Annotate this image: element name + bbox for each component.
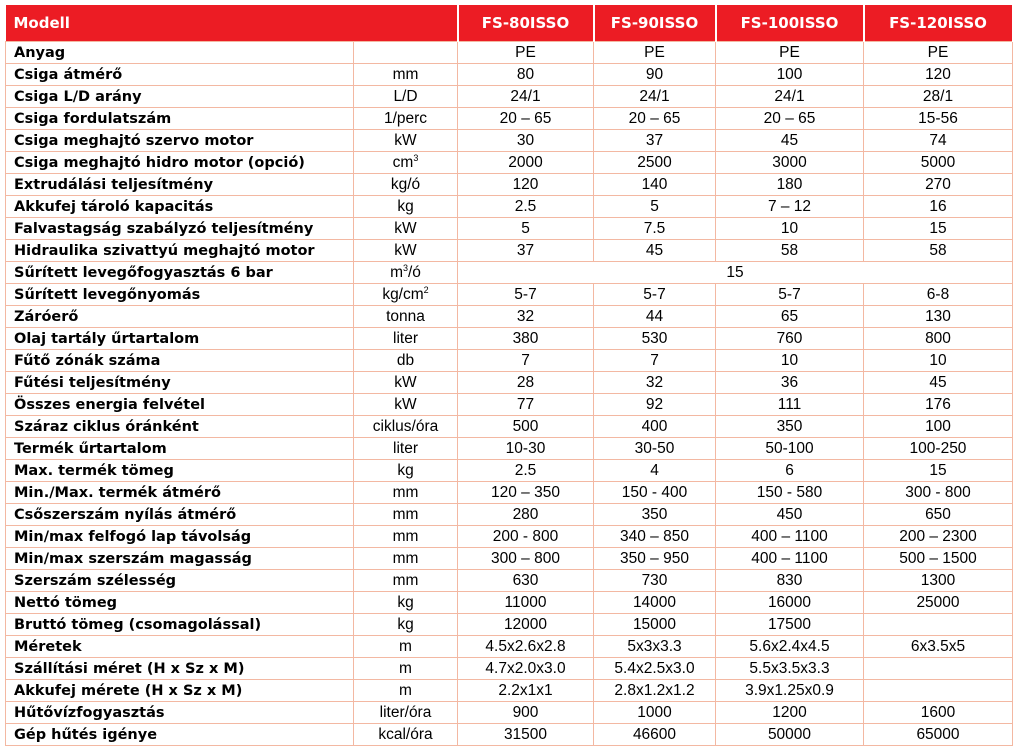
unit-text: mm <box>392 65 419 83</box>
value-cell: 730 <box>594 570 716 592</box>
row-unit <box>354 548 458 570</box>
table-row <box>6 460 1013 482</box>
row-unit <box>354 504 458 526</box>
table-row <box>6 526 1013 548</box>
value-cell: 16000 <box>716 592 864 614</box>
row-label: Méretek <box>6 636 354 658</box>
unit-text: m <box>399 659 412 677</box>
row-unit <box>354 350 458 372</box>
unit-text: mm <box>392 549 419 567</box>
table-row <box>6 702 1013 724</box>
unit-text: mm <box>392 483 419 501</box>
unit-superscript: 3 <box>402 262 408 273</box>
row-unit <box>354 262 458 284</box>
row-unit <box>354 636 458 658</box>
value-cell <box>864 614 1013 636</box>
value-cell: 10-30 <box>458 438 594 460</box>
value-cell: 30 <box>458 130 594 152</box>
value-cell: 20 – 65 <box>716 108 864 130</box>
table-row <box>6 658 1013 680</box>
row-unit <box>354 284 458 306</box>
value-cell: 500 <box>458 416 594 438</box>
row-unit <box>354 658 458 680</box>
value-cell: 65000 <box>864 724 1013 746</box>
value-cell: PE <box>864 42 1013 64</box>
row-label: Akkufej tároló kapacitás <box>6 196 354 218</box>
table-row <box>6 394 1013 416</box>
row-label: Záróerő <box>6 306 354 328</box>
value-cell: 100 <box>864 416 1013 438</box>
unit-text: kg <box>397 593 414 611</box>
value-cell: 12000 <box>458 614 594 636</box>
row-label: Csiga meghajtó szervo motor <box>6 130 354 152</box>
table-row <box>6 438 1013 460</box>
row-unit <box>354 130 458 152</box>
unit-text: liter/óra <box>379 703 432 721</box>
merged-value-cell: 15 <box>458 262 1013 284</box>
unit-text: kW <box>394 219 417 237</box>
table-row <box>6 86 1013 108</box>
value-cell: 10 <box>716 218 864 240</box>
row-unit <box>354 526 458 548</box>
value-cell: 50-100 <box>716 438 864 460</box>
value-cell: 58 <box>864 240 1013 262</box>
table-row <box>6 504 1013 526</box>
row-label: Bruttó tömeg (csomagolással) <box>6 614 354 636</box>
value-cell: 830 <box>716 570 864 592</box>
value-cell: 5-7 <box>716 284 864 306</box>
row-unit <box>354 328 458 350</box>
row-unit <box>354 482 458 504</box>
table-row <box>6 372 1013 394</box>
value-cell: 5.5x3.5x3.3 <box>716 658 864 680</box>
value-cell: 2.5 <box>458 196 594 218</box>
value-cell: 20 – 65 <box>458 108 594 130</box>
value-cell: 5-7 <box>594 284 716 306</box>
unit-text: kW <box>394 131 417 149</box>
value-cell: 400 – 1100 <box>716 548 864 570</box>
value-cell: PE <box>594 42 716 64</box>
value-cell: 58 <box>716 240 864 262</box>
row-unit <box>354 592 458 614</box>
value-cell: 176 <box>864 394 1013 416</box>
row-label: Nettó tömeg <box>6 592 354 614</box>
table-row <box>6 482 1013 504</box>
value-cell: 5.4x2.5x3.0 <box>594 658 716 680</box>
unit-text: m <box>390 263 403 281</box>
unit-text: mm <box>392 527 419 545</box>
row-label: Szállítási méret (H x Sz x M) <box>6 658 354 680</box>
table-row <box>6 262 1013 284</box>
unit-text: liter <box>393 329 418 347</box>
value-cell: 400 <box>594 416 716 438</box>
row-unit <box>354 438 458 460</box>
row-label: Fűtési teljesítmény <box>6 372 354 394</box>
value-cell: 24/1 <box>594 86 716 108</box>
table-row <box>6 174 1013 196</box>
unit-text: mm <box>392 505 419 523</box>
value-cell: 5 <box>594 196 716 218</box>
value-cell: 44 <box>594 306 716 328</box>
row-label: Max. termék tömeg <box>6 460 354 482</box>
value-cell: 7 – 12 <box>716 196 864 218</box>
value-cell: 760 <box>716 328 864 350</box>
unit-text: kg <box>397 197 414 215</box>
value-cell: 2.8x1.2x1.2 <box>594 680 716 702</box>
row-unit <box>354 108 458 130</box>
value-cell: 90 <box>594 64 716 86</box>
value-cell: 25000 <box>864 592 1013 614</box>
header-label: Modell <box>6 5 458 42</box>
value-cell: 65 <box>716 306 864 328</box>
value-cell: 45 <box>864 372 1013 394</box>
row-label: Sűrített levegőnyomás <box>6 284 354 306</box>
value-cell: 15 <box>864 460 1013 482</box>
value-cell: 1000 <box>594 702 716 724</box>
row-label: Min./Max. termék átmérő <box>6 482 354 504</box>
value-cell: 340 – 850 <box>594 526 716 548</box>
value-cell: 7 <box>458 350 594 372</box>
value-cell: 650 <box>864 504 1013 526</box>
value-cell: 1200 <box>716 702 864 724</box>
value-cell: 300 – 800 <box>458 548 594 570</box>
value-cell: 28 <box>458 372 594 394</box>
value-cell: 4.5x2.6x2.8 <box>458 636 594 658</box>
unit-text: mm <box>392 571 419 589</box>
value-cell: 1300 <box>864 570 1013 592</box>
value-cell: 24/1 <box>458 86 594 108</box>
value-cell: 350 – 950 <box>594 548 716 570</box>
value-cell: 24/1 <box>716 86 864 108</box>
row-label: Anyag <box>6 42 354 64</box>
value-cell: 36 <box>716 372 864 394</box>
table-row <box>6 350 1013 372</box>
value-cell: 5x3x3.3 <box>594 636 716 658</box>
value-cell: 150 - 400 <box>594 482 716 504</box>
unit-text: kg <box>397 461 414 479</box>
row-unit <box>354 306 458 328</box>
value-cell: 37 <box>458 240 594 262</box>
unit-text: cm <box>392 153 414 171</box>
row-label: Falvastagság szabályzó teljesítmény <box>6 218 354 240</box>
value-cell: 150 - 580 <box>716 482 864 504</box>
value-cell: 10 <box>716 350 864 372</box>
value-cell: 3000 <box>716 152 864 174</box>
value-cell: 500 – 1500 <box>864 548 1013 570</box>
row-unit <box>354 416 458 438</box>
value-cell: 10 <box>864 350 1013 372</box>
unit-text: liter <box>393 439 418 457</box>
row-unit <box>354 702 458 724</box>
table-row <box>6 416 1013 438</box>
row-unit <box>354 196 458 218</box>
value-cell: 800 <box>864 328 1013 350</box>
row-unit <box>354 680 458 702</box>
value-cell: 77 <box>458 394 594 416</box>
row-unit <box>354 372 458 394</box>
unit-text: 1/perc <box>383 109 428 127</box>
table-row <box>6 636 1013 658</box>
table-row <box>6 240 1013 262</box>
table-row <box>6 548 1013 570</box>
value-cell: 5 <box>458 218 594 240</box>
row-label: Extrudálási teljesítmény <box>6 174 354 196</box>
value-cell: PE <box>458 42 594 64</box>
row-label: Min/max szerszám magasság <box>6 548 354 570</box>
unit-text: kg <box>397 615 414 633</box>
value-cell: PE <box>716 42 864 64</box>
value-cell <box>864 658 1013 680</box>
row-unit <box>354 174 458 196</box>
value-cell: 200 - 800 <box>458 526 594 548</box>
row-unit <box>354 42 458 64</box>
unit-text: kg/cm <box>382 285 424 303</box>
row-label: Fűtő zónák száma <box>6 350 354 372</box>
table-row <box>6 570 1013 592</box>
value-cell: 31500 <box>458 724 594 746</box>
row-label: Termék űrtartalom <box>6 438 354 460</box>
table-row <box>6 130 1013 152</box>
value-cell: 180 <box>716 174 864 196</box>
value-cell: 7 <box>594 350 716 372</box>
unit-text: kW <box>394 373 417 391</box>
row-label: Csőszerszám nyílás átmérő <box>6 504 354 526</box>
value-cell: 6x3.5x5 <box>864 636 1013 658</box>
table-row <box>6 306 1013 328</box>
value-cell: 120 <box>458 174 594 196</box>
row-unit <box>354 394 458 416</box>
value-cell: 100-250 <box>864 438 1013 460</box>
table-row <box>6 64 1013 86</box>
table-row <box>6 284 1013 306</box>
value-cell: 350 <box>716 416 864 438</box>
header-row <box>6 5 1013 42</box>
value-cell: 17500 <box>716 614 864 636</box>
value-cell: 2500 <box>594 152 716 174</box>
unit-superscript: 2 <box>423 284 429 295</box>
value-cell: 900 <box>458 702 594 724</box>
value-cell: 4 <box>594 460 716 482</box>
value-cell: 111 <box>716 394 864 416</box>
value-cell: 45 <box>594 240 716 262</box>
row-unit <box>354 152 458 174</box>
unit-text: kcal/óra <box>378 725 433 743</box>
row-label: Szerszám szélesség <box>6 570 354 592</box>
value-cell: 2000 <box>458 152 594 174</box>
value-cell: 46600 <box>594 724 716 746</box>
unit-text: m <box>399 681 412 699</box>
value-cell: 32 <box>594 372 716 394</box>
header-model: FS-100ISSO <box>716 5 864 42</box>
value-cell: 300 - 800 <box>864 482 1013 504</box>
value-cell: 16 <box>864 196 1013 218</box>
unit-text: kW <box>394 395 417 413</box>
row-unit <box>354 240 458 262</box>
value-cell: 92 <box>594 394 716 416</box>
value-cell: 74 <box>864 130 1013 152</box>
row-unit <box>354 614 458 636</box>
row-label: Összes energia felvétel <box>6 394 354 416</box>
value-cell <box>864 680 1013 702</box>
table-row <box>6 196 1013 218</box>
row-unit <box>354 64 458 86</box>
value-cell: 130 <box>864 306 1013 328</box>
value-cell: 32 <box>458 306 594 328</box>
table-row <box>6 614 1013 636</box>
table-row <box>6 218 1013 240</box>
row-label: Csiga fordulatszám <box>6 108 354 130</box>
unit-text: m <box>399 637 412 655</box>
value-cell: 14000 <box>594 592 716 614</box>
row-label: Gép hűtés igénye <box>6 724 354 746</box>
table-header <box>6 5 1013 42</box>
value-cell: 450 <box>716 504 864 526</box>
row-unit <box>354 570 458 592</box>
unit-text: kg/ó <box>390 175 421 193</box>
value-cell: 120 – 350 <box>458 482 594 504</box>
row-label: Száraz ciklus óránként <box>6 416 354 438</box>
unit-text: kW <box>394 241 417 259</box>
row-label: Akkufej mérete (H x Sz x M) <box>6 680 354 702</box>
row-label: Min/max felfogó lap távolság <box>6 526 354 548</box>
unit-text: ciklus/óra <box>372 417 439 435</box>
value-cell: 4.7x2.0x3.0 <box>458 658 594 680</box>
value-cell: 6-8 <box>864 284 1013 306</box>
table-row <box>6 592 1013 614</box>
value-cell: 11000 <box>458 592 594 614</box>
value-cell: 280 <box>458 504 594 526</box>
row-unit <box>354 460 458 482</box>
value-cell: 2.5 <box>458 460 594 482</box>
value-cell: 120 <box>864 64 1013 86</box>
row-label: Hűtővízfogyasztás <box>6 702 354 724</box>
value-cell: 5-7 <box>458 284 594 306</box>
value-cell: 350 <box>594 504 716 526</box>
header-model: FS-120ISSO <box>864 5 1013 42</box>
row-label: Hidraulika szivattyú meghajtó motor <box>6 240 354 262</box>
value-cell: 28/1 <box>864 86 1013 108</box>
value-cell: 270 <box>864 174 1013 196</box>
unit-text: tonna <box>386 307 425 325</box>
table-row <box>6 42 1013 64</box>
row-label: Csiga meghajtó hidro motor (opció) <box>6 152 354 174</box>
table-row <box>6 680 1013 702</box>
value-cell: 20 – 65 <box>594 108 716 130</box>
unit-text: db <box>396 351 415 369</box>
row-label: Sűrített levegőfogyasztás 6 bar <box>6 262 354 284</box>
value-cell: 400 – 1100 <box>716 526 864 548</box>
value-cell: 1600 <box>864 702 1013 724</box>
row-unit <box>354 218 458 240</box>
value-cell: 15 <box>864 218 1013 240</box>
value-cell: 80 <box>458 64 594 86</box>
value-cell: 45 <box>716 130 864 152</box>
row-unit <box>354 86 458 108</box>
unit-superscript: 3 <box>413 152 419 163</box>
table-body <box>6 42 1013 746</box>
value-cell: 380 <box>458 328 594 350</box>
spec-table <box>5 5 1014 746</box>
row-label: Csiga átmérő <box>6 64 354 86</box>
value-cell: 140 <box>594 174 716 196</box>
row-label: Csiga L/D arány <box>6 86 354 108</box>
value-cell: 3.9x1.25x0.9 <box>716 680 864 702</box>
table-row <box>6 328 1013 350</box>
value-cell: 15000 <box>594 614 716 636</box>
value-cell: 15-56 <box>864 108 1013 130</box>
row-label: Olaj tartály űrtartalom <box>6 328 354 350</box>
value-cell: 30-50 <box>594 438 716 460</box>
table-row <box>6 108 1013 130</box>
value-cell: 530 <box>594 328 716 350</box>
value-cell: 630 <box>458 570 594 592</box>
value-cell: 37 <box>594 130 716 152</box>
row-unit <box>354 724 458 746</box>
unit-suffix: /ó <box>408 263 421 281</box>
unit-text: L/D <box>393 87 418 105</box>
table-row <box>6 724 1013 746</box>
value-cell: 5.6x2.4x4.5 <box>716 636 864 658</box>
value-cell: 50000 <box>716 724 864 746</box>
value-cell: 6 <box>716 460 864 482</box>
table-row <box>6 152 1013 174</box>
value-cell: 7.5 <box>594 218 716 240</box>
value-cell: 5000 <box>864 152 1013 174</box>
header-model: FS-90ISSO <box>594 5 716 42</box>
value-cell: 200 – 2300 <box>864 526 1013 548</box>
value-cell: 2.2x1x1 <box>458 680 594 702</box>
header-model: FS-80ISSO <box>458 5 594 42</box>
value-cell: 100 <box>716 64 864 86</box>
